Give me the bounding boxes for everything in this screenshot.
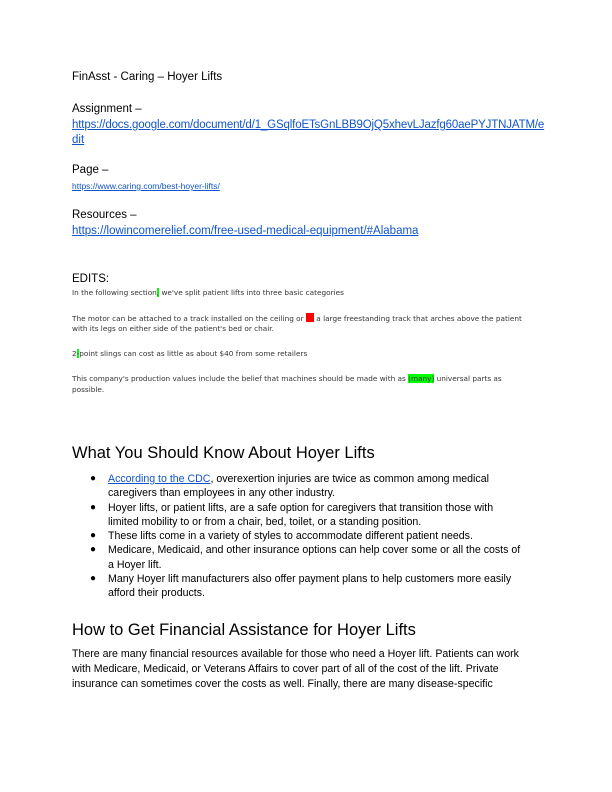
list-item: ● Many Hoyer lift manufacturers also offer payment plans to help customers more easily afford their products. — [90, 573, 512, 600]
assignment-label: Assignment – — [72, 103, 142, 115]
edit-item-2: The motor can be attached to a track installed on the ceiling or a large freestanding track that arches above the patient — [72, 314, 522, 323]
highlight-green: - — [76, 349, 80, 358]
edit-item-1: In the following section, we've split patient lifts into three basic categories — [72, 288, 344, 297]
page-label: Page – — [72, 164, 109, 176]
section-heading: How to Get Financial Assistance for Hoyer Lifts — [72, 621, 416, 639]
list-item: ● Hoyer lifts, or patient lifts, are a safe option for caregivers that transition those with limited mobility to or from a chair, bed, toilet, or a standing position. — [90, 501, 494, 528]
paragraph-line: insurance can sometimes cover the costs as well. Finally, there are many disease-specific — [72, 678, 493, 690]
resources-label: Resources – — [72, 209, 137, 221]
bullet-icon: ● — [90, 573, 97, 585]
highlight-red — [306, 313, 314, 322]
paragraph-line: There are many financial resources available for those who need a Hoyer lift. Patients can work — [72, 648, 519, 660]
edit-item-4: This company's production values include the belief that machines should be made with as (many) universal parts as — [72, 374, 502, 383]
doc-title: FinAsst - Caring – Hoyer Lifts — [72, 71, 223, 83]
edits-heading: EDITS: — [72, 273, 110, 285]
bullet-icon: ● — [90, 544, 97, 556]
edit-item-2-line2: with its legs on either side of the patient's bed or chair. — [72, 324, 274, 333]
list-item: ● According to the CDC, overexertion injuries are twice as common among medical caregivers than employees in any other industry. — [90, 473, 489, 500]
assignment-link-line1[interactable]: https://docs.google.com/document/d/1_GSqlfoETsGnLBB9OjQ5xhevLJazfg60aePYJTNJATM/e — [72, 119, 545, 131]
bullet-icon: ● — [90, 530, 97, 542]
paragraph-line: with Medicare, Medicaid, or Veterans Affairs to cover part of all of the cost of the lift. Private — [72, 663, 499, 675]
section-heading: What You Should Know About Hoyer Lifts — [72, 444, 375, 462]
list-item: ● These lifts come in a variety of styles to accommodate different patient needs. — [90, 530, 473, 543]
bullet-list — [90, 472, 540, 601]
bullet-icon: ● — [90, 473, 97, 484]
highlight-green: (many) — [408, 374, 435, 383]
list-item: ● Medicare, Medicaid, and other insurance options can help cover some or all the costs of a Hoyer lift. — [90, 544, 521, 571]
page-link[interactable]: https://www.caring.com/best-hoyer-lifts/ — [72, 181, 220, 191]
highlight-green: , — [156, 288, 160, 297]
assignment-link-line2[interactable]: dit — [72, 134, 85, 146]
cdc-link[interactable]: According to the CDC — [108, 473, 211, 485]
edit-item-4-line2: possible. — [72, 385, 105, 394]
resources-link[interactable]: https://lowincomerelief.com/free-used-medical-equipment/#Alabama — [72, 225, 419, 237]
edit-item-3: 2-point slings can cost as little as about $40 from some retailers — [72, 349, 308, 358]
bullet-icon: ● — [90, 501, 97, 513]
